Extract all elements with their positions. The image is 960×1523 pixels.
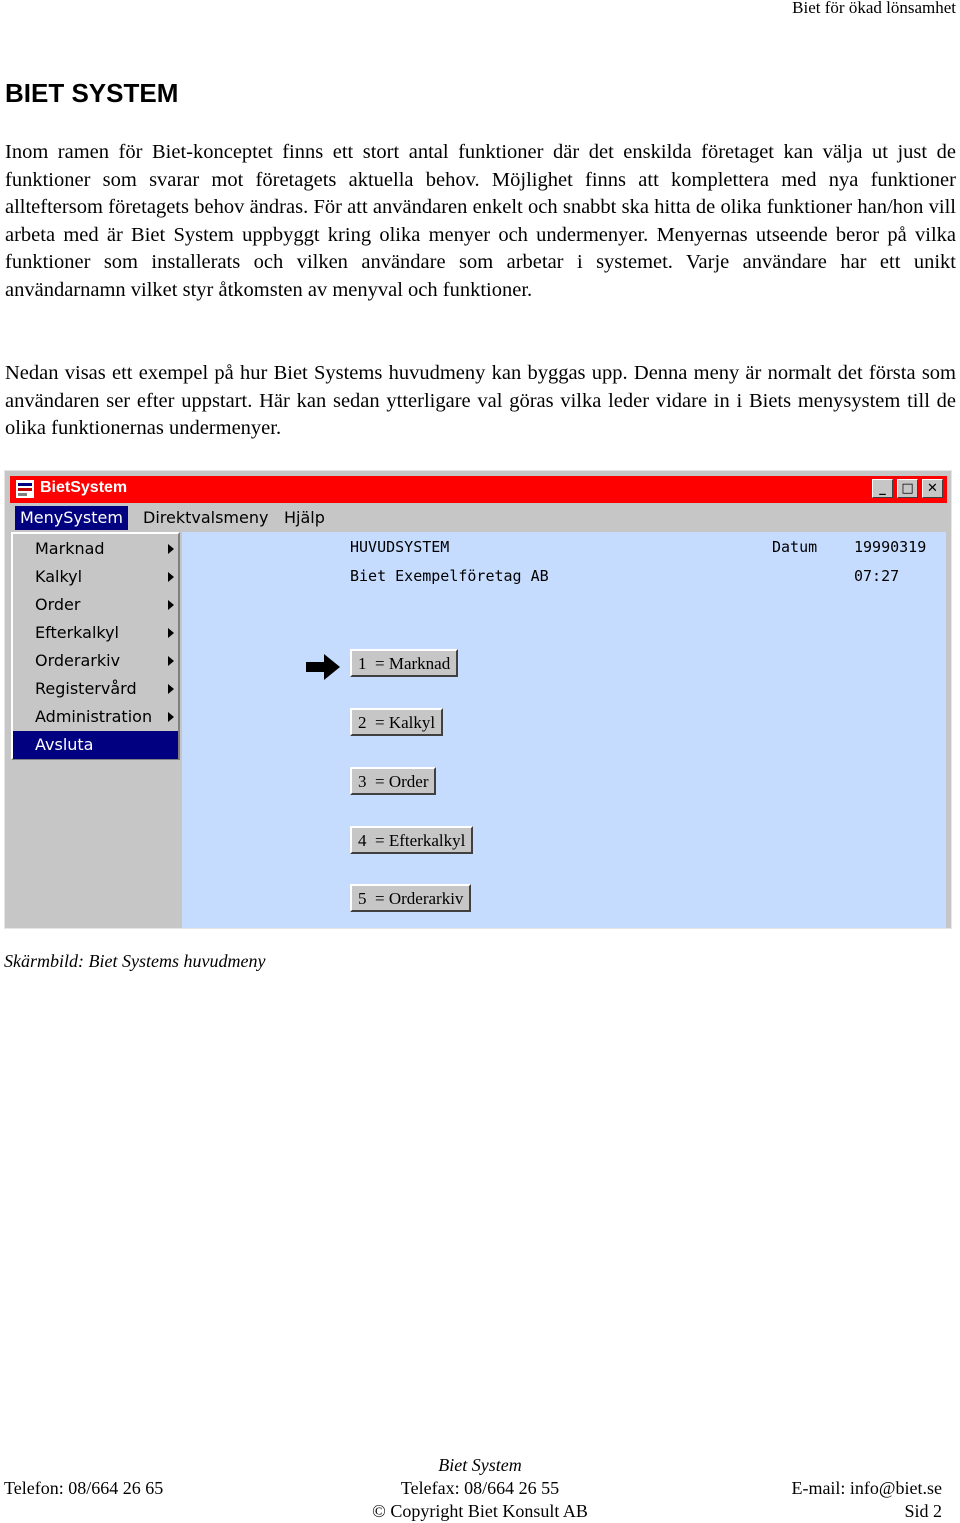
submenu-arrow-icon — [168, 600, 174, 610]
option-button-kalkyl[interactable]: 2 = Kalkyl — [350, 708, 443, 736]
option-button-order[interactable]: 3 = Order — [350, 767, 436, 795]
menu-hjalp[interactable]: Hjälp — [284, 508, 325, 527]
footer-phone: Telefon: 08/664 26 65 — [4, 1478, 164, 1498]
menu-direktvalsmeny[interactable]: Direktvalsmeny — [143, 508, 269, 527]
footer-fax: Telefax: 08/664 26 55 — [400, 1478, 560, 1498]
company-name: Biet Exempelföretag AB — [350, 567, 549, 585]
submenu-arrow-icon — [168, 712, 174, 722]
menu-item-label: Marknad — [35, 539, 105, 558]
close-button[interactable]: ✕ — [922, 479, 943, 498]
menu-item-order[interactable] — [13, 591, 178, 619]
submenu-arrow-icon — [168, 544, 174, 554]
menu-item-marknad[interactable] — [13, 535, 178, 563]
time-value: 07:27 — [854, 567, 900, 585]
menu-item-administration[interactable] — [13, 703, 178, 731]
submenu-arrow-icon — [168, 656, 174, 666]
menu-item-kalkyl[interactable] — [13, 563, 178, 591]
menu-bar — [10, 504, 947, 530]
maximize-button[interactable]: □ — [897, 479, 918, 498]
running-header: Biet för ökad lönsamhet — [792, 0, 956, 17]
page-number: Sid 2 — [904, 1501, 942, 1521]
app-icon — [15, 479, 35, 499]
menu-item-label: Orderarkiv — [35, 651, 121, 670]
menu-item-efterkalkyl[interactable] — [13, 619, 178, 647]
menu-item-label: Kalkyl — [35, 567, 83, 586]
system-title: HUVUDSYSTEM — [350, 538, 450, 556]
datum-value: 19990319 — [854, 538, 927, 556]
option-button-orderarkiv[interactable]: 5 = Orderarkiv — [350, 884, 471, 912]
option-button-marknad[interactable]: 1 = Marknad — [350, 649, 458, 677]
submenu-arrow-icon — [168, 572, 174, 582]
menu-item-label: Registervård — [35, 679, 137, 698]
option-button-efterkalkyl[interactable]: 4 = Efterkalkyl — [350, 826, 473, 854]
figure-caption: Skärmbild: Biet Systems huvudmeny — [4, 951, 266, 971]
menu-item-label: Order — [35, 595, 81, 614]
menu-item-avsluta[interactable] — [13, 731, 178, 759]
footer-copyright: © Copyright Biet Konsult AB — [372, 1501, 588, 1521]
window-title: BietSystem — [40, 479, 128, 496]
menu-item-registervard[interactable] — [13, 675, 178, 703]
example-paragraph: Nedan visas ett exempel på hur Biet Systems huvudmeny kan byggas upp. Denna meny är normalt det första som användaren ser efter uppstart. Här kan sedan ytterligare val göras vilka leder vidare in i Biets menysystem till de olika funktionernas undermenyer. — [5, 362, 956, 440]
page-title: BIET SYSTEM — [5, 78, 179, 108]
menu-item-label: Efterkalkyl — [35, 623, 119, 642]
window-titlebar[interactable] — [10, 476, 947, 503]
submenu-arrow-icon — [168, 684, 174, 694]
minimize-button[interactable]: _ — [872, 479, 893, 498]
screenshot-window — [4, 470, 952, 929]
footer-email: E-mail: info@biet.se — [791, 1478, 942, 1498]
submenu-arrow-icon — [168, 628, 174, 638]
menysystem-dropdown — [11, 532, 180, 760]
menu-item-orderarkiv[interactable] — [13, 647, 178, 675]
intro-paragraph: Inom ramen för Biet-konceptet finns ett stort antal funktioner där det enskilda företaget kan välja ut just de funktioner som svarar mot företagets aktuella behov. Möjlighet finns att komplettera med nya funktioner allteftersom företagets behov ändras. För att användaren enkelt och snabbt ska hitta de olika funktioner han/hon vill arbeta med är Biet System uppbyggt kring olika menyer och undermenyer. Menyernas utseende beror på vilka funktioner som installerats och vilken användare som arbetar i systemet. Varje användare har ett unikt användarnamn vilket styr åtkomsten av menyval och funktioner. — [5, 141, 956, 301]
menu-menysystem[interactable]: MenySystem — [15, 506, 128, 530]
footer-company: Biet System — [438, 1455, 522, 1475]
pointer-arrow-icon — [306, 652, 341, 682]
menu-item-label: Administration — [35, 707, 153, 726]
menu-item-label: Avsluta — [35, 735, 94, 754]
datum-label: Datum — [772, 538, 818, 556]
main-panel — [182, 532, 946, 928]
